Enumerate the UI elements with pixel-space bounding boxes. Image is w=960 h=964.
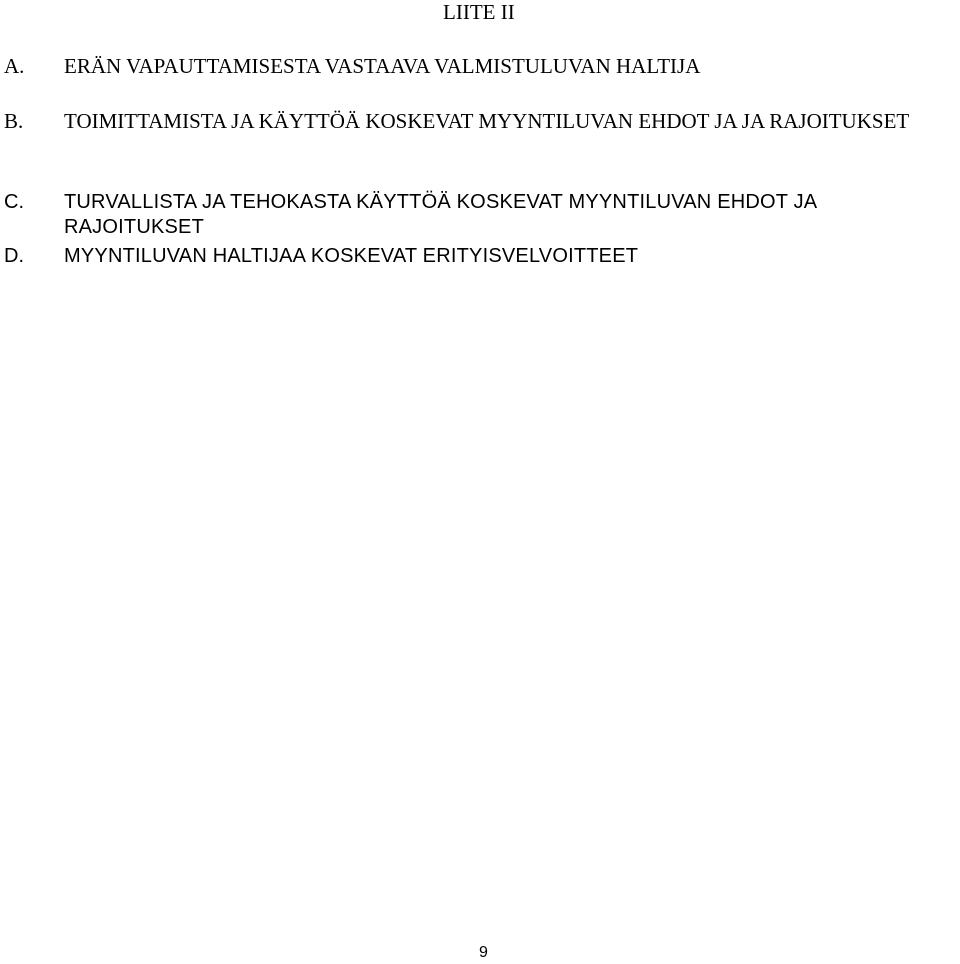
section-c <box>4 190 954 240</box>
section-letter: B. <box>4 109 24 133</box>
section-letter: C. <box>4 191 24 213</box>
annex-title: LIITE II <box>443 0 515 24</box>
section-heading: TURVALLISTA JA TEHOKASTA KÄYTTÖÄ KOSKEVAT MYYNTILUVAN EHDOT JA RAJOITUKSET <box>64 191 817 238</box>
section-d <box>4 244 954 269</box>
section-letter: A. <box>4 54 25 78</box>
section-letter: D. <box>4 245 24 267</box>
page-number: 9 <box>479 944 488 961</box>
section-b <box>4 108 954 134</box>
section-a <box>4 53 954 79</box>
section-heading: ERÄN VAPAUTTAMISESTA VASTAAVA VALMISTULUVAN HALTIJA <box>64 54 701 78</box>
section-heading: MYYNTILUVAN HALTIJAA KOSKEVAT ERITYISVELVOITTEET <box>64 245 639 267</box>
section-heading: TOIMITTAMISTA JA KÄYTTÖÄ KOSKEVAT MYYNTILUVAN EHDOT JA JA RAJOITUKSET <box>64 109 910 133</box>
